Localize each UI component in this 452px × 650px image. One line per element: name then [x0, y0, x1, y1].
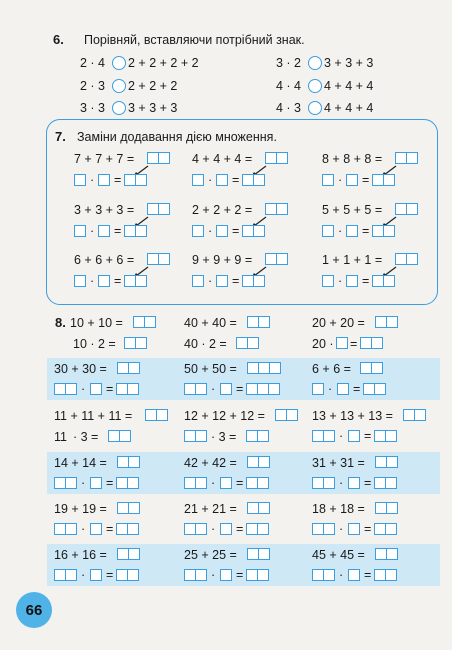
- factor-box[interactable]: [346, 225, 358, 237]
- equals-sign: =: [114, 274, 122, 288]
- factor-box[interactable]: [348, 430, 360, 442]
- answer-box[interactable]: [374, 477, 397, 489]
- equals-sign: =: [350, 337, 358, 351]
- factor-box[interactable]: [98, 275, 110, 287]
- factor-box[interactable]: [346, 174, 358, 186]
- factor-box[interactable]: [184, 477, 207, 489]
- sum-answer-box[interactable]: [395, 253, 418, 265]
- ex8-expression: 10 + 10 =: [70, 316, 123, 330]
- ex6-right-3-b: 4 + 4 + 4: [324, 101, 374, 115]
- factor-box[interactable]: [90, 383, 102, 395]
- equals-sign: =: [114, 224, 122, 238]
- multiply-sign: ·: [338, 224, 343, 238]
- ex6-left-2-a: 2 · 3: [80, 79, 106, 93]
- answer-box[interactable]: [275, 409, 298, 421]
- multiply-sign: ·: [81, 382, 86, 396]
- ex8-expression: 18 + 18 =: [312, 502, 365, 516]
- multiply-sign: ·: [81, 522, 86, 536]
- answer-box[interactable]: [247, 456, 270, 468]
- ex8-expression: 50 + 50 =: [184, 362, 237, 376]
- equals-sign: =: [236, 382, 244, 396]
- ex8-expression: 20 ·: [312, 337, 334, 351]
- answer-box[interactable]: [360, 337, 383, 349]
- factor-box[interactable]: [220, 383, 232, 395]
- factor-box[interactable]: [348, 569, 360, 581]
- factor-box[interactable]: [54, 383, 77, 395]
- answer-box[interactable]: [247, 502, 270, 514]
- factor-box[interactable]: [98, 225, 110, 237]
- ex8-expression: 30 + 30 =: [54, 362, 107, 376]
- product-box[interactable]: [372, 174, 395, 186]
- ex6-left-1-a: 2 · 4: [80, 56, 106, 70]
- multiply-sign: ·: [339, 522, 344, 536]
- ex8-expression: 21 + 21 =: [184, 502, 237, 516]
- sum-answer-box[interactable]: [265, 253, 288, 265]
- equals-sign: =: [106, 522, 114, 536]
- product-box[interactable]: [372, 225, 395, 237]
- answer-box[interactable]: [108, 430, 131, 442]
- factor-box[interactable]: [216, 225, 228, 237]
- multiply-sign: ·: [211, 382, 216, 396]
- compare-circle-input[interactable]: [308, 79, 322, 93]
- ex8-expression: 40 · 2 =: [184, 337, 227, 351]
- factor-box[interactable]: [337, 383, 349, 395]
- ex8-expression: · 3 =: [211, 430, 237, 444]
- ex8-expression: 14 + 14 =: [54, 456, 107, 470]
- answer-box[interactable]: [133, 316, 156, 328]
- ex8-expression: 11: [54, 430, 67, 444]
- product-box[interactable]: [372, 275, 395, 287]
- factor-box[interactable]: [312, 569, 335, 581]
- ex6-right-2-b: 4 + 4 + 4: [324, 79, 374, 93]
- factor-box[interactable]: [312, 523, 335, 535]
- compare-circle-input[interactable]: [308, 56, 322, 70]
- ex8-expression: 19 + 19 =: [54, 502, 107, 516]
- answer-box[interactable]: [117, 548, 140, 560]
- ex6-left-2-b: 2 + 2 + 2: [128, 79, 178, 93]
- equals-sign: =: [106, 568, 114, 582]
- factor-box[interactable]: [74, 174, 86, 186]
- factor-box[interactable]: [184, 430, 207, 442]
- multiply-sign: ·: [339, 476, 344, 490]
- factor-box[interactable]: [322, 225, 334, 237]
- ex8-expression: 6 + 6 =: [312, 362, 351, 376]
- factor-box[interactable]: [322, 275, 334, 287]
- ex7-addition-expression: 2 + 2 + 2 =: [192, 203, 253, 217]
- equals-sign: =: [364, 568, 372, 582]
- ex8-expression: 25 + 25 =: [184, 548, 237, 562]
- exercise-6-number: 6.: [53, 32, 64, 47]
- factor-box[interactable]: [90, 523, 102, 535]
- equals-sign: =: [362, 224, 370, 238]
- factor-box[interactable]: [322, 174, 334, 186]
- factor-box[interactable]: [220, 523, 232, 535]
- multiply-sign: ·: [338, 173, 343, 187]
- answer-box[interactable]: [124, 337, 147, 349]
- ex8-expression: 16 + 16 =: [54, 548, 107, 562]
- answer-box[interactable]: [403, 409, 426, 421]
- product-box[interactable]: [242, 225, 265, 237]
- multiply-sign: ·: [208, 173, 213, 187]
- equals-sign: =: [236, 522, 244, 536]
- multiply-sign: ·: [90, 274, 95, 288]
- multiply-sign: ·: [328, 382, 333, 396]
- equals-sign: =: [364, 429, 372, 443]
- answer-box[interactable]: [375, 316, 398, 328]
- equals-sign: =: [106, 476, 114, 490]
- ex6-left-3-b: 3 + 3 + 3: [128, 101, 178, 115]
- ex7-addition-expression: 8 + 8 + 8 =: [322, 152, 383, 166]
- answer-box[interactable]: [247, 548, 270, 560]
- exercise-6-title: Порівняй, вставляючи потрібний знак.: [84, 33, 305, 47]
- factor-box[interactable]: [348, 523, 360, 535]
- factor-box[interactable]: [192, 225, 204, 237]
- factor-box[interactable]: [54, 569, 77, 581]
- multiply-sign: ·: [90, 173, 95, 187]
- equals-sign: =: [362, 274, 370, 288]
- equals-sign: =: [232, 173, 240, 187]
- multiply-sign: ·: [208, 224, 213, 238]
- answer-box[interactable]: [117, 456, 140, 468]
- equals-sign: =: [364, 476, 372, 490]
- multiply-sign: ·: [81, 568, 86, 582]
- answer-box[interactable]: [247, 362, 281, 374]
- compare-circle-input[interactable]: [112, 79, 126, 93]
- multiply-sign: ·: [90, 224, 95, 238]
- equals-sign: =: [236, 476, 244, 490]
- sum-answer-box[interactable]: [395, 203, 418, 215]
- factor-box[interactable]: [216, 275, 228, 287]
- ex8-expression: 40 + 40 =: [184, 316, 237, 330]
- answer-box[interactable]: [374, 430, 397, 442]
- answer-box[interactable]: [145, 409, 168, 421]
- sum-answer-box[interactable]: [147, 152, 170, 164]
- sum-answer-box[interactable]: [265, 152, 288, 164]
- ex6-right-1-b: 3 + 3 + 3: [324, 56, 374, 70]
- ex7-addition-expression: 1 + 1 + 1 =: [322, 253, 383, 267]
- answer-box[interactable]: [246, 430, 269, 442]
- ex7-addition-expression: 3 + 3 + 3 =: [74, 203, 135, 217]
- ex8-expression: 11 + 11 + 11 =: [54, 409, 133, 423]
- compare-circle-input[interactable]: [308, 101, 322, 115]
- answer-box[interactable]: [363, 383, 386, 395]
- ex6-left-1-b: 2 + 2 + 2 + 2: [128, 56, 199, 70]
- equals-sign: =: [362, 173, 370, 187]
- factor-box[interactable]: [312, 477, 335, 489]
- factor-box[interactable]: [220, 569, 232, 581]
- product-box[interactable]: [124, 275, 147, 287]
- multiply-sign: ·: [339, 429, 344, 443]
- equals-sign: =: [236, 568, 244, 582]
- multiply-sign: ·: [211, 522, 216, 536]
- factor-box[interactable]: [348, 477, 360, 489]
- equals-sign: =: [353, 382, 361, 396]
- factor-box[interactable]: [74, 225, 86, 237]
- compare-circle-input[interactable]: [112, 101, 126, 115]
- ex6-right-1-a: 3 · 2: [276, 56, 302, 70]
- ex7-addition-expression: 4 + 4 + 4 =: [192, 152, 253, 166]
- equals-sign: =: [364, 522, 372, 536]
- factor-box[interactable]: [184, 523, 207, 535]
- ex8-expression: 12 + 12 + 12 =: [184, 409, 265, 423]
- equals-sign: =: [114, 173, 122, 187]
- multiply-sign: ·: [81, 476, 86, 490]
- product-box[interactable]: [242, 174, 265, 186]
- ex6-right-2-a: 4 · 4: [276, 79, 302, 93]
- multiply-sign: ·: [338, 274, 343, 288]
- answer-box[interactable]: [246, 383, 280, 395]
- sum-answer-box[interactable]: [147, 203, 170, 215]
- answer-box[interactable]: [116, 477, 139, 489]
- sum-answer-box[interactable]: [395, 152, 418, 164]
- factor-box[interactable]: [90, 477, 102, 489]
- equals-sign: =: [232, 274, 240, 288]
- answer-box[interactable]: [247, 316, 270, 328]
- factor-box[interactable]: [216, 174, 228, 186]
- exercise-7-number: 7.: [55, 129, 66, 144]
- answer-box[interactable]: [246, 523, 269, 535]
- equals-sign: =: [106, 382, 114, 396]
- factor-box[interactable]: [192, 174, 204, 186]
- page-number-badge: 66: [16, 592, 52, 628]
- compare-circle-input[interactable]: [112, 56, 126, 70]
- ex7-addition-expression: 7 + 7 + 7 =: [74, 152, 135, 166]
- factor-box[interactable]: [346, 275, 358, 287]
- ex7-addition-expression: 5 + 5 + 5 =: [322, 203, 383, 217]
- factor-box[interactable]: [54, 477, 77, 489]
- factor-box[interactable]: [336, 337, 348, 349]
- factor-box[interactable]: [312, 430, 335, 442]
- ex8-expression: 13 + 13 + 13 =: [312, 409, 393, 423]
- answer-box[interactable]: [116, 383, 139, 395]
- answer-box[interactable]: [375, 548, 398, 560]
- answer-box[interactable]: [375, 502, 398, 514]
- answer-box[interactable]: [246, 477, 269, 489]
- exercise-7-title: Заміни додавання дією множення.: [77, 130, 277, 144]
- product-box[interactable]: [124, 174, 147, 186]
- answer-box[interactable]: [246, 569, 269, 581]
- ex7-addition-expression: 6 + 6 + 6 =: [74, 253, 135, 267]
- multiply-sign: ·: [211, 476, 216, 490]
- ex8-expression: 42 + 42 =: [184, 456, 237, 470]
- ex6-right-3-a: 4 · 3: [276, 101, 302, 115]
- ex8-expression: 31 + 31 =: [312, 456, 365, 470]
- ex7-addition-expression: 9 + 9 + 9 =: [192, 253, 253, 267]
- factor-box[interactable]: [54, 523, 77, 535]
- ex8-expression: 45 + 45 =: [312, 548, 365, 562]
- answer-box[interactable]: [236, 337, 259, 349]
- answer-box[interactable]: [117, 362, 140, 374]
- answer-box[interactable]: [375, 456, 398, 468]
- ex8-expression: 10 · 2 =: [73, 337, 116, 351]
- factor-box[interactable]: [220, 477, 232, 489]
- answer-box[interactable]: [360, 362, 383, 374]
- answer-box[interactable]: [374, 569, 397, 581]
- ex8-expression: 20 + 20 =: [312, 316, 365, 330]
- product-box[interactable]: [124, 225, 147, 237]
- ex8-expression: · 3 =: [73, 430, 99, 444]
- product-box[interactable]: [242, 275, 265, 287]
- answer-box[interactable]: [374, 523, 397, 535]
- answer-box[interactable]: [117, 502, 140, 514]
- factor-box[interactable]: [184, 383, 207, 395]
- equals-sign: =: [232, 224, 240, 238]
- factor-box[interactable]: [98, 174, 110, 186]
- exercise-8-number: 8.: [55, 315, 66, 330]
- answer-box[interactable]: [116, 569, 139, 581]
- factor-box[interactable]: [90, 569, 102, 581]
- sum-answer-box[interactable]: [265, 203, 288, 215]
- factor-box[interactable]: [74, 275, 86, 287]
- ex6-left-3-a: 3 · 3: [80, 101, 106, 115]
- factor-box[interactable]: [312, 383, 324, 395]
- factor-box[interactable]: [192, 275, 204, 287]
- multiply-sign: ·: [339, 568, 344, 582]
- multiply-sign: ·: [211, 568, 216, 582]
- answer-box[interactable]: [116, 523, 139, 535]
- factor-box[interactable]: [184, 569, 207, 581]
- multiply-sign: ·: [208, 274, 213, 288]
- sum-answer-box[interactable]: [147, 253, 170, 265]
